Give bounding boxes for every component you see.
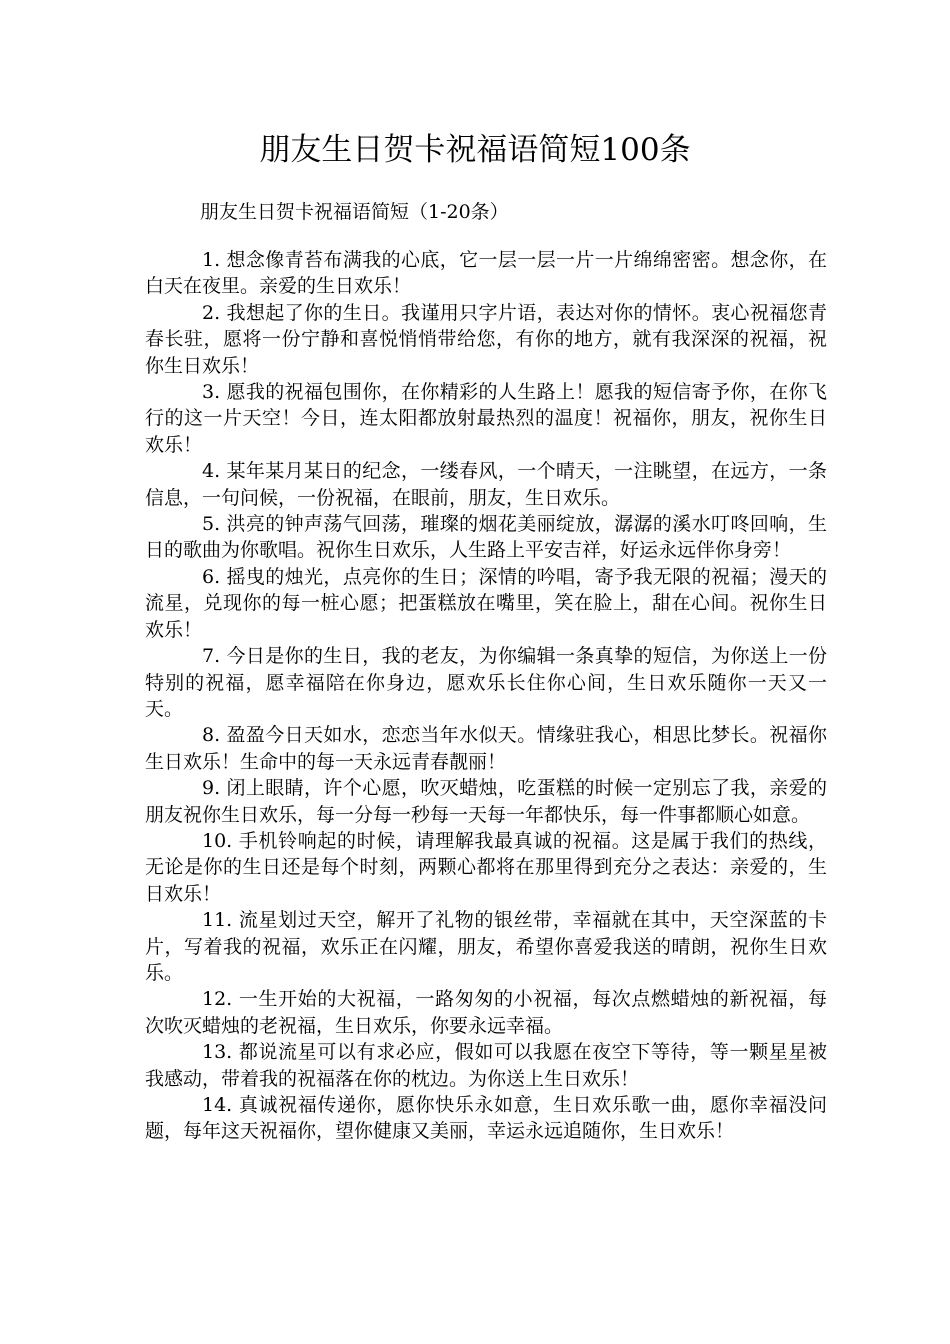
blessing-entry xyxy=(145,643,827,722)
blessing-entry xyxy=(145,907,827,986)
entry-number: 13. xyxy=(202,1041,233,1064)
entry-text: 真诚祝福传递你，愿你快乐永如意，生日欢乐歌一曲，愿你幸福没问题，每年这天祝福你，望你健康又美丽，幸运永远追随你，生日欢乐！ xyxy=(145,1094,827,1143)
section-heading: 朋友生日贺卡祝福语简短（1-20条） xyxy=(200,201,509,223)
entry-text: 一生开始的大祝福，一路匆匆的小祝福，每次点燃蜡烛的新祝福，每次吹灭蜡烛的老祝福，生日欢乐，你要永远幸福。 xyxy=(145,988,827,1037)
entry-number: 1. xyxy=(202,249,221,271)
entry-text: 盈盈今日天如水，恋恋当年水似天。情缘驻我心，相思比梦长。祝福你生日欢乐！生命中的每一天永远青春靓丽！ xyxy=(145,724,827,773)
entry-text: 我想起了你的生日。我谨用只字片语，表达对你的情怀。衷心祝福您青春长驻，愿将一份宁静和喜悦悄悄带给您，有你的地方，就有我深深的祝福，祝你生日欢乐！ xyxy=(145,301,827,377)
blessing-entry xyxy=(145,300,827,379)
entry-text: 手机铃响起的时候，请理解我最真诚的祝福。这是属于我们的热线，无论是你的生日还是每个时刻，两颗心都将在那里得到充分之表达：亲爱的，生日欢乐！ xyxy=(145,829,827,905)
entry-number: 14. xyxy=(202,1094,233,1116)
blessing-entry xyxy=(145,775,827,828)
entry-text: 闭上眼睛，许个心愿，吹灭蜡烛，吃蛋糕的时候一定别忘了我，亲爱的朋友祝你生日欢乐，每一分每一秒每一天每一年都快乐，每一件事都顺心如意。 xyxy=(145,777,827,826)
blessing-entry xyxy=(145,828,827,907)
blessing-entry xyxy=(145,458,827,511)
entry-number: 12. xyxy=(202,988,233,1011)
entry-text: 洪亮的钟声荡气回荡，璀璨的烟花美丽绽放，潺潺的溪水叮咚回响，生日的歌曲为你歌唱。祝你生日欢乐，人生路上平安吉祥，好运永远伴你身旁！ xyxy=(145,513,827,562)
blessing-entry xyxy=(145,722,827,775)
blessing-list xyxy=(145,247,827,1145)
entry-text: 想念像青苔布满我的心底，它一层一层一片一片绵绵密密。想念你，在白天在夜里。亲爱的生日欢乐！ xyxy=(145,249,827,298)
entry-text: 都说流星可以有求必应，假如可以我愿在夜空下等待，等一颗星星被我感动，带着我的祝福落在你的枕边。为你送上生日欢乐！ xyxy=(145,1041,827,1090)
blessing-entry xyxy=(145,247,827,300)
entry-number: 5. xyxy=(202,513,221,536)
entry-number: 2. xyxy=(202,301,221,324)
entry-number: 6. xyxy=(202,565,221,588)
entry-number: 3. xyxy=(202,381,221,404)
entry-text: 愿我的祝福包围你，在你精彩的人生路上！愿我的短信寄予你，在你飞行的这一片天空！今日，连太阳都放射最热烈的温度！祝福你，朋友，祝你生日欢乐！ xyxy=(145,381,827,456)
blessing-entry xyxy=(145,1039,827,1092)
blessing-entry xyxy=(145,1092,827,1145)
blessing-entry xyxy=(145,379,827,458)
blessing-entry xyxy=(145,564,827,643)
entry-number: 9. xyxy=(202,777,221,800)
blessing-entry xyxy=(145,986,827,1039)
entry-number: 11. xyxy=(202,909,233,932)
entry-number: 7. xyxy=(202,645,221,668)
blessing-entry xyxy=(145,511,827,564)
entry-text: 摇曳的烛光，点亮你的生日；深情的吟唱，寄予我无限的祝福；漫天的流星，兑现你的每一桩心愿；把蛋糕放在嘴里，笑在脸上，甜在心间。祝你生日欢乐！ xyxy=(145,565,827,641)
document-title: 朋友生日贺卡祝福语简短100条 xyxy=(259,132,691,168)
entry-number: 4. xyxy=(202,460,221,483)
entry-number: 10. xyxy=(202,829,233,852)
entry-text: 今日是你的生日，我的老友，为你编辑一条真挚的短信，为你送上一份特别的祝福，愿幸福陪在你身边，愿欢乐长住你心间，生日欢乐随你一天又一天。 xyxy=(145,645,827,720)
entry-text: 流星划过天空，解开了礼物的银丝带，幸福就在其中，天空深蓝的卡片，写着我的祝福，欢乐正在闪耀，朋友，希望你喜爱我送的晴朗，祝你生日欢乐。 xyxy=(145,909,827,984)
entry-text: 某年某月某日的纪念，一缕春风，一个晴天，一注眺望，在远方，一条信息，一句问候，一份祝福，在眼前，朋友，生日欢乐。 xyxy=(145,460,827,509)
entry-number: 8. xyxy=(202,724,221,747)
